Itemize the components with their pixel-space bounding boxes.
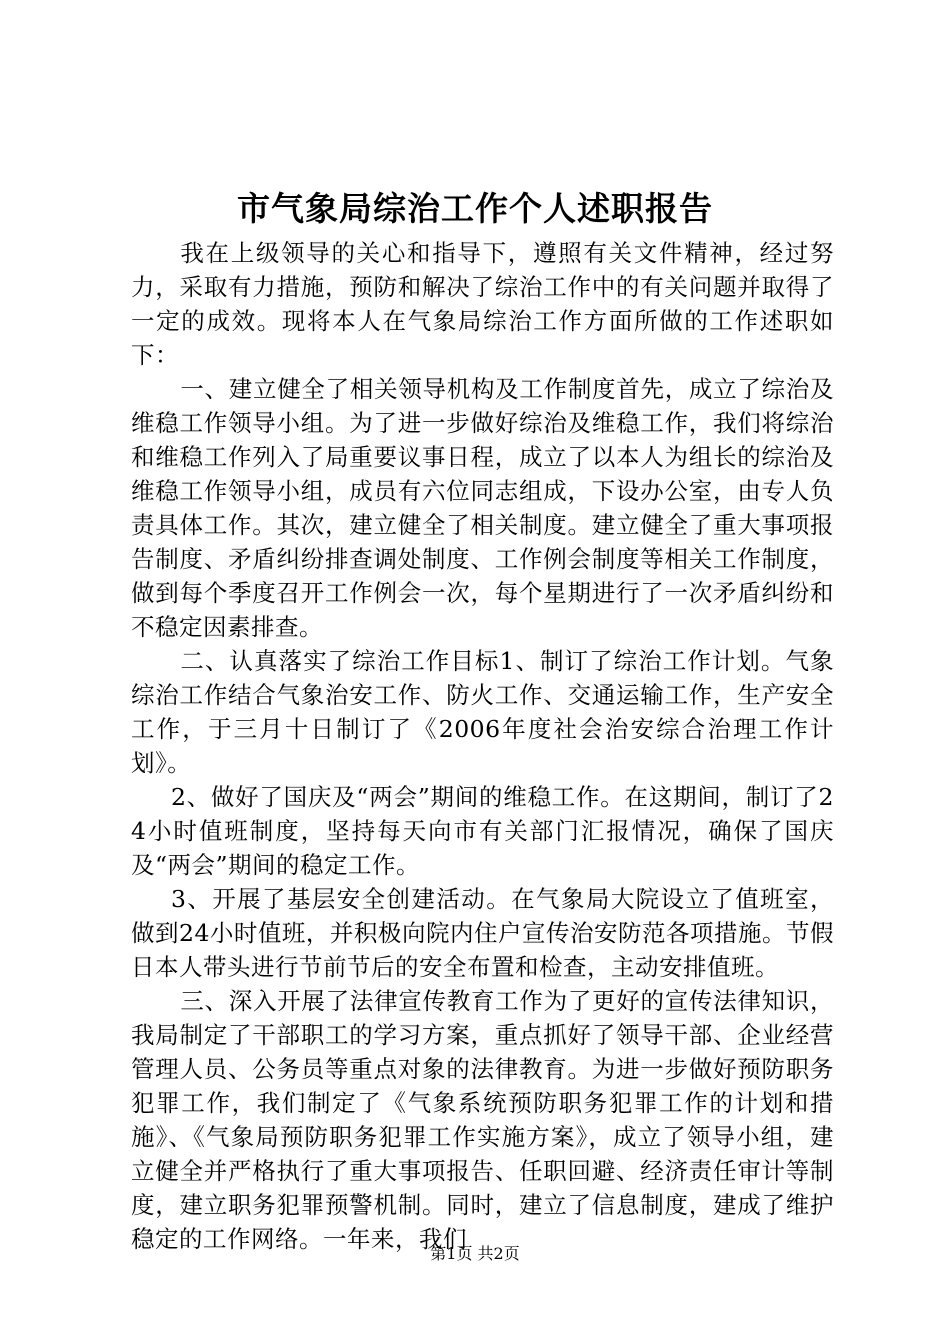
page-title: 市气象局综治工作个人述职报告 xyxy=(237,189,713,228)
paragraph-intro: 我在上级领导的关心和指导下，遵照有关文件精神，经过努力，采取有力措施，预防和解决了综治工作中的有关问题并取得了一定的成效。现将本人在气象局综治工作方面所做的工作述职如下： xyxy=(131,239,834,369)
paragraph-section-1: 一、建立健全了相关领导机构及工作制度首先，成立了综治及维稳工作领导小组。为了进一步做好综治及维稳工作，我们将综治和维稳工作列入了局重要议事日程，成立了以本人为组长的综治及维稳工作领导小组，成员有六位同志组成，下设办公室，由专人负责具体工作。其次，建立健全了相关制度。建立健全了重大事项报告制度、矛盾纠纷排查调处制度、工作例会制度等相关工作制度，做到每个季度召开工作例会一次，每个星期进行了一次矛盾纠纷和不稳定因素排查。 xyxy=(131,375,834,641)
paragraph-section-3: 三、深入开展了法律宣传教育工作为了更好的宣传法律知识，我局制定了干部职工的学习方案，重点抓好了领导干部、企业经营管理人员、公务员等重点对象的法律教育。为进一步做好预防职务犯罪工作，我们制定了《气象系统预防职务犯罪工作的计划和措施》、《气象局预防职务犯罪工作实施方案》，成立了领导小组，建立健全并严格执行了重大事项报告、任职回避、经济责任审计等制度，建立职务犯罪预警机制。同时，建立了信息制度，建成了维护稳定的工作网络。一年来，我们 xyxy=(131,987,834,1253)
paragraph-item-3: 3、开展了基层安全创建活动。在气象局大院设立了值班室，做到24小时值班，并积极向院内住户宣传治安防范各项措施。节假日本人带头进行节前节后的安全布置和检查，主动安排值班。 xyxy=(131,885,834,981)
paragraph-section-2: 二、认真落实了综治工作目标1、制订了综治工作计划。气象综治工作结合气象治安工作、防火工作、交通运输工作，生产安全工作，于三月十日制订了《2006年度社会治安综合治理工作计划》。 xyxy=(131,647,834,777)
document-body xyxy=(131,236,834,1256)
paragraph-item-2: 2、做好了国庆及“两会”期间的维稳工作。在这期间，制订了24小时值班制度，坚持每天向市有关部门汇报情况，确保了国庆及“两会”期间的稳定工作。 xyxy=(131,783,834,879)
page-footer: 第1页 共2页 xyxy=(430,1244,520,1263)
